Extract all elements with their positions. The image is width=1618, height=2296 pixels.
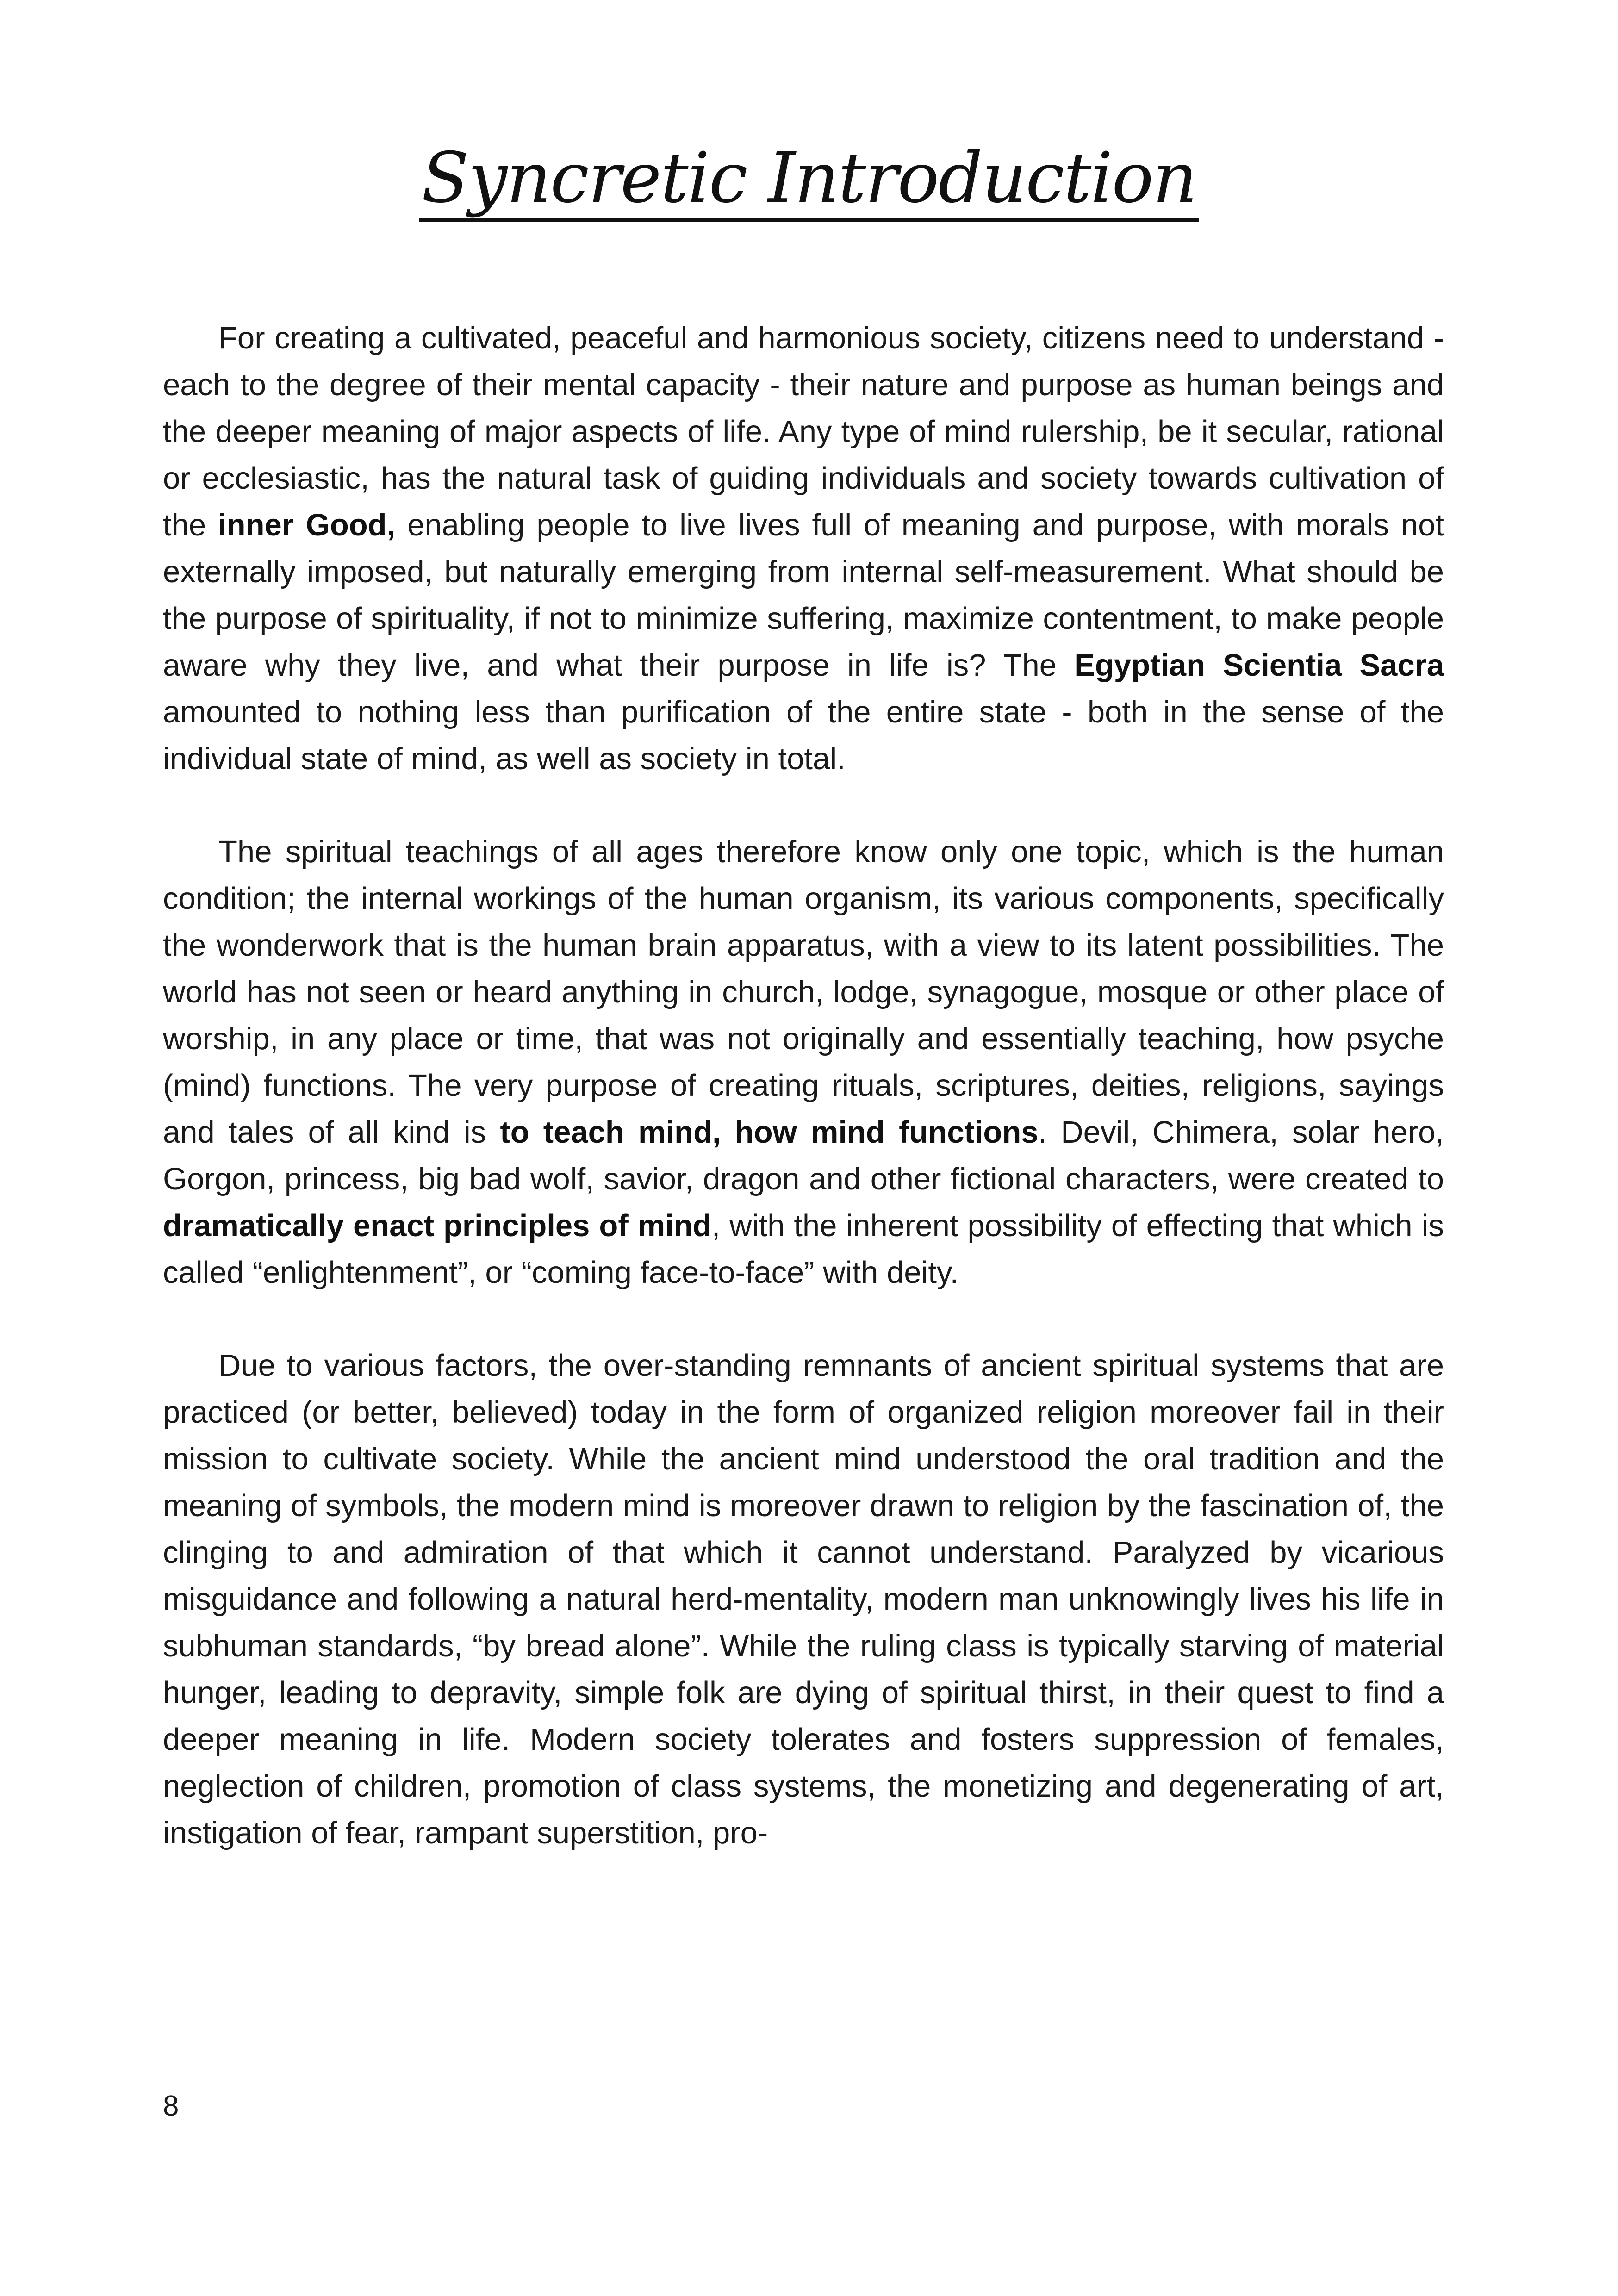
body-text (163, 315, 1444, 1856)
text-run: Due to various factors, the over-standing remnants of ancient spiritual systems that are practiced (or better, believed) today in the form of organized religion moreover fail in their mission to cultivate society. While the ancient mind understood the oral tradition and the meaning of symbols, the modern mind is moreover drawn to religion by the fascination of, the clinging to and admiration of that which it cannot understand. Paralyzed by vicarious misguidance and following a natural herd-mentality, modern man unknowingly lives his life in subhuman standards, “by bread alone”. While the ruling class is typically starving of material hunger, leading to depravity, simple folk are dying of spiritual thirst, in their quest to find a deeper meaning in life. Modern society tolerates and fosters suppression of females, neglection of children, promotion of class systems, the monetizing and degenerating of art, instigation of fear, rampant superstition, pro- (163, 1348, 1444, 1850)
paragraph (163, 828, 1444, 1296)
title-container (0, 138, 1618, 222)
text-run: enabling people to live lives full of meaning and purpose, with morals not externally imposed, but naturally emerging from internal self-measurement. What should be the purpose of spirituality, if not to minimize suffering, maximize contentment, to make people aware why they live, and what their purpose in life is? The (163, 508, 1444, 683)
paragraph (163, 1342, 1444, 1856)
text-run: . Devil, Chimera, solar hero, Gorgon, princess, big bad wolf, savior, dragon and other fictional characters, were created to (163, 1115, 1444, 1196)
text-run: , with the inherent possibility of effecting that which is called “enlightenment”, or “coming face-to-face” with deity. (163, 1208, 1444, 1290)
bold-phrase: inner Good, (218, 508, 396, 542)
text-run: amounted to nothing less than purification of the entire state - both in the sense of the individual state of mind, as well as society in total. (163, 695, 1444, 776)
page-title: Syncretic Introduction (419, 143, 1199, 222)
bold-phrase: dramatically enact principles of mind (163, 1208, 712, 1243)
text-run: For creating a cultivated, peaceful and harmonious society, citizens need to understand - each to the degree of their mental capacity - their nature and purpose as human beings and the deeper meaning of major aspects of life. Any type of mind rulership, be it secular, rational or ecclesiastic, has the natural task of guiding individuals and society towards cultivation of the (163, 321, 1444, 542)
bold-phrase: to teach mind, how mind functions (500, 1115, 1039, 1150)
bold-phrase: Egyptian Scientia Sacra (1074, 648, 1444, 683)
page-number: 8 (163, 2090, 179, 2122)
paragraph (163, 315, 1444, 782)
text-run: The spiritual teachings of all ages therefore know only one topic, which is the human condition; the internal workings of the human organism, its various components, specifically the wonderwork that is the human brain apparatus, with a view to its latent possibilities. The world has not seen or heard anything in church, lodge, synagogue, mosque or other place of worship, in any place or time, that was not originally and essentially teaching, how psyche (mind) functions. The very purpose of creating rituals, scriptures, deities, religions, sayings and tales of all kind is (163, 834, 1444, 1150)
